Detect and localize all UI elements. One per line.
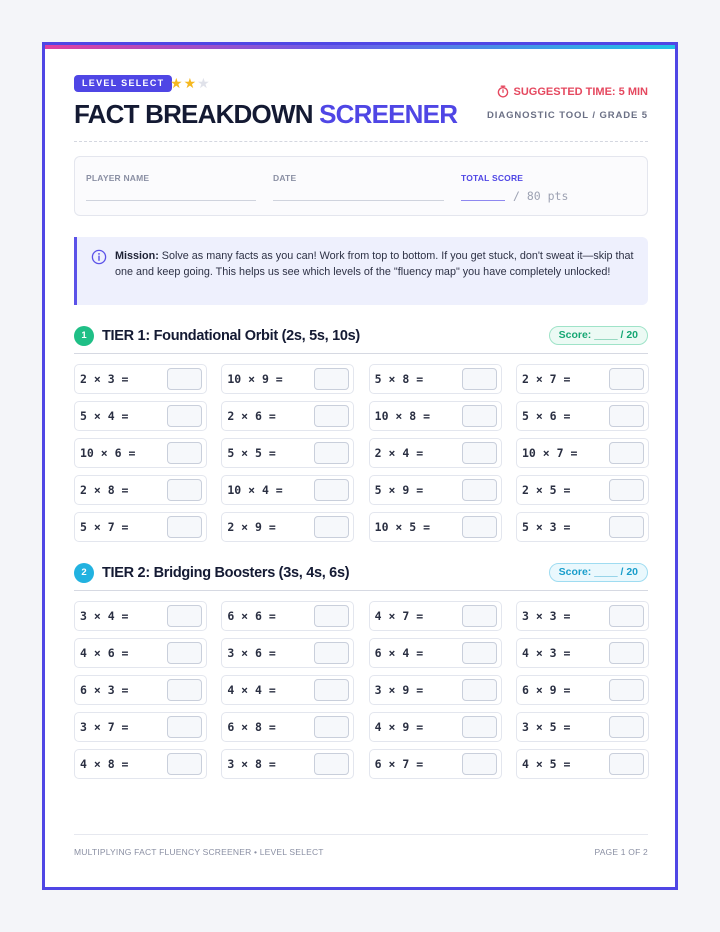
mission-callout [74,237,648,305]
fact-card [74,638,207,668]
answer-box[interactable] [167,642,202,664]
answer-box[interactable] [609,516,644,538]
fact-problem: 4 × 7 = [374,609,424,623]
fact-card [74,512,207,542]
fact-card [369,512,502,542]
fact-card [369,438,502,468]
fact-problem: 5 × 6 = [521,409,571,423]
fact-problem: 6 × 7 = [374,757,424,771]
fact-card [369,364,502,394]
fact-problem: 10 × 6 = [80,446,136,460]
answer-box[interactable] [167,368,202,390]
tier-2-title: TIER 2: Bridging Boosters (3s, 4s, 6s) [102,565,350,581]
footer-title: MULTIPLYING FACT FLUENCY SCREENER • LEVEL SELECT [74,847,324,857]
fact-problem: 6 × 9 = [521,683,571,697]
fact-card [369,749,502,779]
answer-box[interactable] [609,753,644,775]
fact-problem: 5 × 9 = [374,483,424,497]
fact-problem: 4 × 4 = [227,683,276,697]
fact-card [74,364,207,394]
tier-1-facts-grid [74,364,648,542]
fact-problem: 3 × 6 = [227,646,276,660]
fact-card [369,712,502,742]
fact-card [516,601,649,631]
fact-card [516,364,649,394]
fact-problem: 6 × 6 = [227,609,276,623]
fact-problem: 3 × 8 = [227,757,276,771]
answer-box[interactable] [609,605,644,627]
star-rating [170,75,211,92]
fact-card [516,475,649,505]
fact-problem: 5 × 8 = [374,372,424,386]
fact-card [369,401,502,431]
title-main: FACT BREAKDOWN [74,99,320,129]
fact-card [74,601,207,631]
fact-problem: 6 × 4 = [374,646,424,660]
answer-box[interactable] [314,605,349,627]
fact-problem: 5 × 5 = [227,446,276,460]
fact-problem: 2 × 3 = [80,372,129,386]
fact-problem: 4 × 9 = [374,720,424,734]
total-score-suffix: / 80 pts [513,189,569,203]
answer-box[interactable] [462,716,497,738]
answer-box[interactable] [167,405,202,427]
fact-problem: 3 × 5 = [521,720,571,734]
star-filled-icon: ★ [183,75,198,91]
fact-problem: 3 × 4 = [80,609,129,623]
page-title [74,99,457,130]
tier-1-header [74,324,648,354]
answer-box[interactable] [609,442,644,464]
fact-problem: 2 × 9 = [227,520,276,534]
stopwatch-icon [497,85,509,98]
suggested-time-text: SUGGESTED TIME: 5 MIN [513,85,648,98]
fact-card [369,475,502,505]
fact-card [221,512,354,542]
fact-problem: 6 × 8 = [227,720,276,734]
fact-problem: 5 × 4 = [80,409,129,423]
fact-card [221,475,354,505]
answer-box[interactable] [609,479,644,501]
mission-label: Mission: [115,250,159,262]
fact-problem: 10 × 9 = [227,372,283,386]
answer-box[interactable] [314,679,349,701]
player-name-label: PLAYER NAME [86,173,150,183]
answer-box[interactable] [462,642,497,664]
answer-box[interactable] [462,679,497,701]
answer-box[interactable] [314,368,349,390]
answer-box[interactable] [167,716,202,738]
fact-problem: 4 × 8 = [80,757,129,771]
answer-box[interactable] [609,368,644,390]
answer-box[interactable] [462,442,497,464]
fact-card [74,401,207,431]
suggested-time [497,85,648,98]
answer-box[interactable] [314,442,349,464]
fact-card [221,638,354,668]
tier-1-score: Score: ____ / 20 [549,326,648,345]
answer-box[interactable] [314,405,349,427]
answer-box[interactable] [462,753,497,775]
dashed-divider [74,141,648,142]
fact-card [369,638,502,668]
fact-problem: 5 × 7 = [80,520,129,534]
fact-problem: 2 × 5 = [521,483,571,497]
mission-text [115,248,635,280]
answer-box[interactable] [167,679,202,701]
tier-1-number-badge: 1 [74,326,94,346]
fact-card [516,401,649,431]
star-filled-icon: ★ [170,75,184,91]
info-icon [91,249,107,265]
answer-box[interactable] [314,716,349,738]
fact-problem: 3 × 3 = [521,609,571,623]
answer-box[interactable] [462,368,497,390]
answer-box[interactable] [462,516,497,538]
fact-problem: 2 × 7 = [521,372,571,386]
answer-box[interactable] [462,405,497,427]
answer-box[interactable] [167,605,202,627]
fact-problem: 3 × 7 = [80,720,129,734]
tier-2-facts-grid [74,601,648,779]
fact-card [221,749,354,779]
answer-box[interactable] [609,642,644,664]
answer-box[interactable] [462,605,497,627]
star-empty-icon: ★ [197,75,211,91]
fact-card [516,712,649,742]
player-name-field[interactable] [86,173,149,183]
answer-box[interactable] [314,516,349,538]
fact-card [516,638,649,668]
title-accent: SCREENER [319,99,458,129]
fact-card [74,712,207,742]
fact-problem: 2 × 6 = [227,409,276,423]
fact-problem: 10 × 5 = [374,520,431,534]
tier-1-title: TIER 1: Foundational Orbit (2s, 5s, 10s) [102,328,360,344]
tier-2-number-badge: 2 [74,563,94,583]
date-line[interactable] [273,200,444,201]
worksheet-page [42,42,678,890]
total-score-field[interactable] [461,173,641,203]
fact-card [74,438,207,468]
fact-problem: 2 × 4 = [374,446,424,460]
fact-card [516,675,649,705]
answer-box[interactable] [314,479,349,501]
fact-card [221,364,354,394]
level-badge: LEVEL SELECT [74,75,172,92]
fact-card [516,512,649,542]
answer-box[interactable] [462,479,497,501]
fact-card [516,749,649,779]
answer-box[interactable] [609,679,644,701]
player-name-line[interactable] [86,200,256,201]
fact-problem: 3 × 9 = [374,683,424,697]
answer-box[interactable] [609,405,644,427]
fact-card [74,749,207,779]
fact-card [221,438,354,468]
fact-problem: 4 × 6 = [80,646,129,660]
fact-card [221,675,354,705]
fact-card [516,438,649,468]
tool-subtitle: DIAGNOSTIC TOOL / GRADE 5 [487,110,648,121]
fact-problem: 10 × 4 = [227,483,283,497]
fact-problem: 10 × 7 = [521,446,578,460]
date-field[interactable] [273,173,296,183]
answer-box[interactable] [314,642,349,664]
student-info-box [74,156,648,216]
fact-card [369,675,502,705]
fact-problem: 2 × 8 = [80,483,129,497]
answer-box[interactable] [167,442,202,464]
footer [74,834,648,857]
fact-problem: 4 × 5 = [521,757,571,771]
fact-card [221,401,354,431]
answer-box[interactable] [167,753,202,775]
fact-card [221,712,354,742]
fact-problem: 4 × 3 = [521,646,571,660]
answer-box[interactable] [167,516,202,538]
header [74,75,648,135]
date-label: DATE [273,173,297,183]
fact-card [74,675,207,705]
answer-box[interactable] [167,479,202,501]
page-number: PAGE 1 OF 2 [594,847,648,857]
answer-box[interactable] [609,716,644,738]
gradient-top-bar [45,45,675,49]
answer-box[interactable] [314,753,349,775]
tier-2-header [74,561,648,591]
fact-problem: 6 × 3 = [80,683,129,697]
fact-card [74,475,207,505]
total-score-line[interactable] [461,200,505,201]
tier-2-score: Score: ____ / 20 [549,563,648,582]
fact-problem: 5 × 3 = [521,520,571,534]
fact-card [221,601,354,631]
fact-card [369,601,502,631]
total-score-label: TOTAL SCORE [461,173,524,183]
mission-body: Solve as many facts as you can! Work from top to bottom. If you get stuck, don't sweat it—skip that one and keep going. This helps us see which levels of the "fluency map" you have completely unlocked! [115,250,634,278]
fact-problem: 10 × 8 = [374,409,431,423]
